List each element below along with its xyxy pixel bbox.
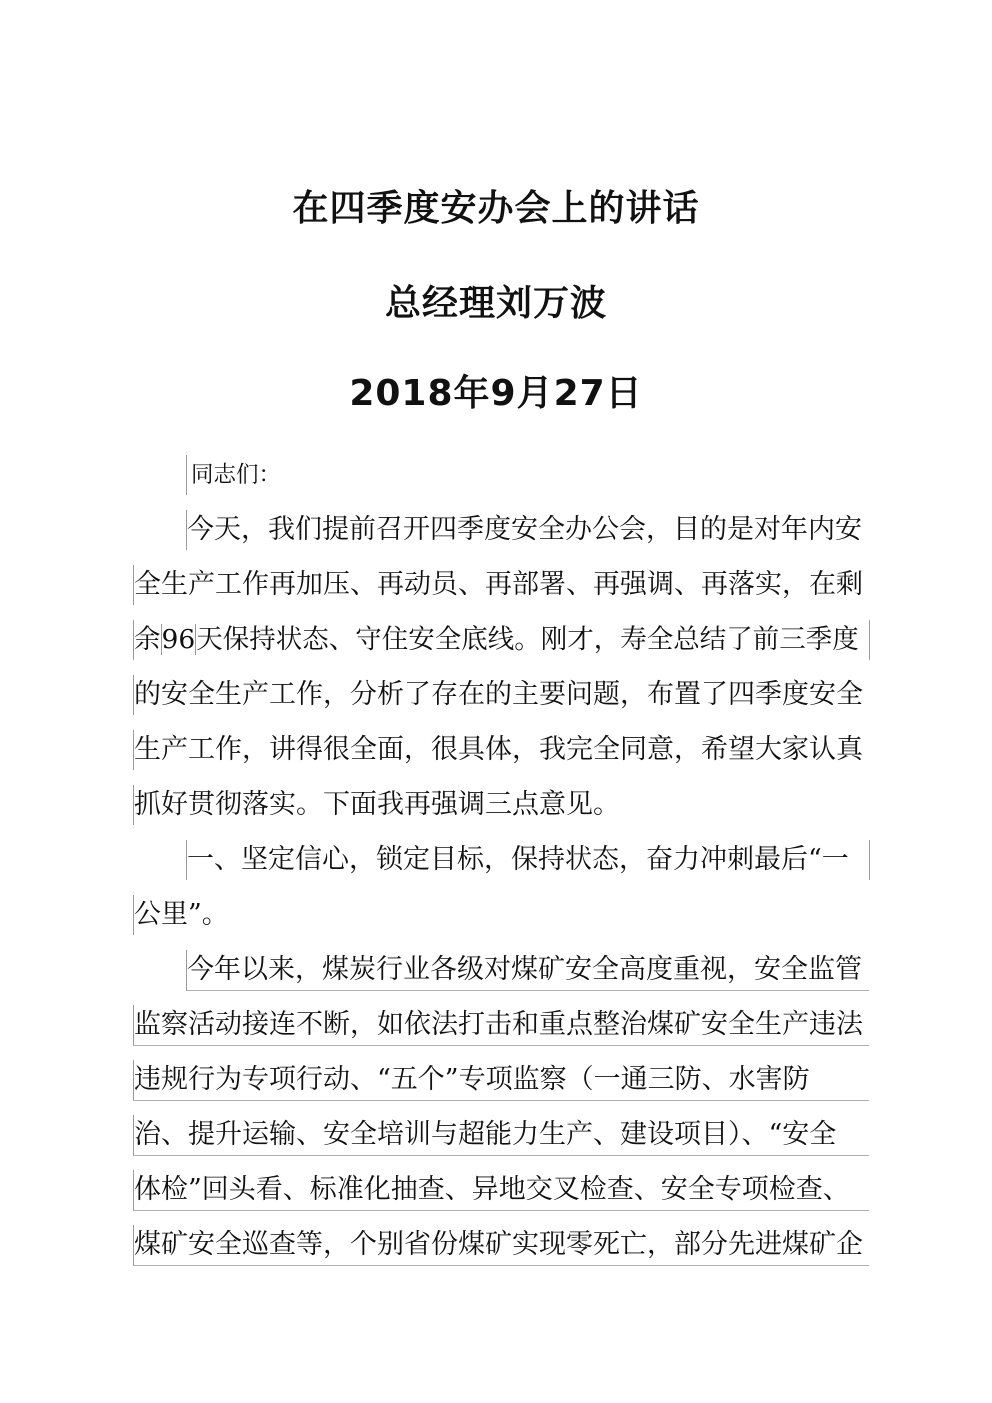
speech-date: 2018年9月27日 xyxy=(349,373,643,414)
paragraph-3-line-6: 煤矿安全巡查等，个别省份煤矿实现零死亡，部分先进煤矿企 xyxy=(133,1225,869,1266)
salutation xyxy=(186,455,292,495)
paragraph-3-line-3: 违规行为专项行动、“五个”专项监察（一通三防、水害防 xyxy=(133,1060,869,1101)
paragraph-1-line-6: 抓好贯彻落实。下面我再强调三点意见。 xyxy=(133,785,869,825)
remaining-days-field: 96 xyxy=(161,624,196,655)
speech-title: 在四季度安办会上的讲话 xyxy=(292,188,700,229)
paragraph-1-line-3 xyxy=(133,620,870,660)
paragraph-1-line-3-before: 余 xyxy=(134,624,161,655)
salutation-text: 同志们： xyxy=(186,455,291,495)
paragraph-3-line-2: 监察活动接连不断，如依法打击和重点整治煤矿安全生产违法 xyxy=(133,1005,869,1046)
section-1-line-1: 一、坚定信心，锁定目标，保持状态，奋力冲刺最后“一 xyxy=(186,840,870,880)
paragraph-1-line-4: 的安全生产工作，分析了存在的主要问题，布置了四季度安全 xyxy=(133,675,869,715)
paragraph-1-line-3-after: 天保持状态、守住安全底线。刚才，寿全总结了前三季度 xyxy=(196,624,859,655)
section-1-line-2: 公里”。 xyxy=(133,895,234,935)
paragraph-3-line-5: 体检”回头看、标准化抽查、异地交叉检查、安全专项检查、 xyxy=(133,1170,869,1211)
paragraph-3-line-1: 今年以来，煤炭行业各级对煤矿安全高度重视，安全监管 xyxy=(186,950,869,991)
paragraph-3-line-4: 治、提升运输、安全培训与超能力生产、建设项目）、“安全 xyxy=(133,1115,869,1156)
speaker-name: 总经理刘万波 xyxy=(384,283,607,324)
paragraph-1-line-5: 生产工作，讲得很全面，很具体，我完全同意，希望大家认真 xyxy=(133,730,869,770)
paragraph-1-line-1: 今天，我们提前召开四季度安全办公会，目的是对年内安 xyxy=(186,510,869,550)
paragraph-1-line-2: 全生产工作再加压、再动员、再部署、再强调、再落实，在剩 xyxy=(133,565,869,605)
